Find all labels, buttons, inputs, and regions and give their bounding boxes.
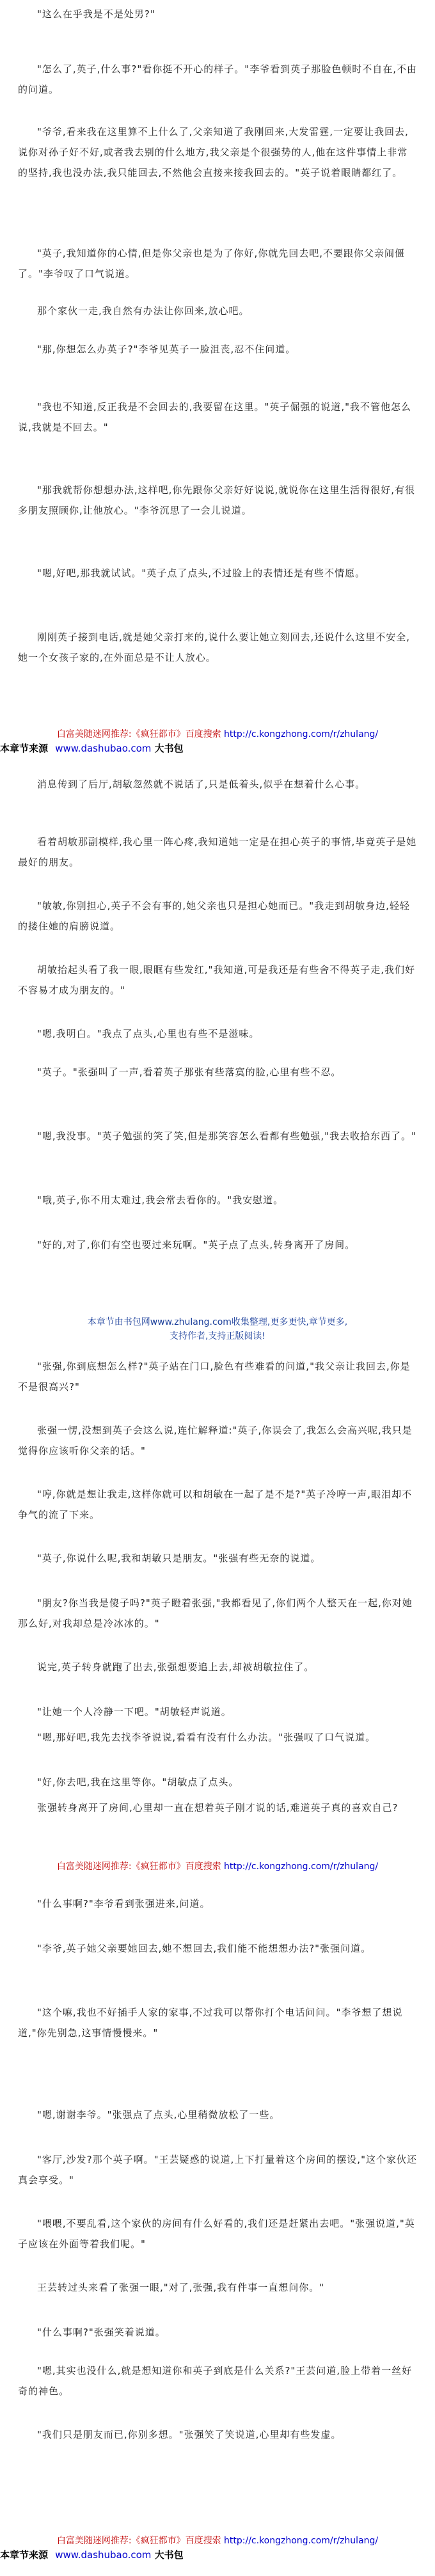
paragraph: "我们只是朋友而已,你别多想。"张强笑了笑说道,心里却有些发虚。 <box>37 2429 342 2440</box>
paragraph: "什么事啊?"张强笑着说道。 <box>37 2327 166 2338</box>
paragraph: "好,你去吧,我在这里等你。"胡敏点了点头。 <box>37 1776 239 1788</box>
source-label: 本章节来源 <box>0 2549 49 2561</box>
paragraph: "敏敏,你别担心,英子不会有事的,她父亲也只是担心她而已。"我走到胡敏身边,轻轻的搂住她的肩膀说道。 <box>18 900 410 932</box>
source-name: 大书包 <box>154 2549 184 2561</box>
paragraph: 王芸转过头来看了张强一眼,"对了,张强,我有件事一直想问你。" <box>37 2282 325 2293</box>
paragraph: "张强,你到底想怎么样?"英子站在门口,脸色有些难看的问道,"我父亲让我回去,你是不是很高兴?" <box>18 1361 411 1393</box>
paragraph: "客厅,沙发?那个英子啊。"王芸疑惑的说道,上下打量着这个房间的摆设,"这个家伙还真会享受。" <box>18 2154 417 2186</box>
promo-text: 白富美随迷网推荐:《疯狂都市》百度搜索 <box>56 2536 221 2546</box>
promo-text: 白富美随迷网推荐:《疯狂都市》百度搜索 <box>56 1861 221 1872</box>
paragraph: "好的,对了,你们有空也要过来玩啊。"英子点了点头,转身离开了房间。 <box>37 1239 356 1251</box>
promo-banner[interactable] <box>0 728 435 741</box>
notice-line: 支持作者,支持正版阅读! <box>169 1331 266 1341</box>
paragraph: "哼,你就是想让我走,这样你就可以和胡敏在一起了是不是?"英子冷哼一声,眼泪却不争气的流了下来。 <box>18 1489 413 1521</box>
promo-link[interactable]: http://c.kongzhong.com/r/zhulang/ <box>224 2536 379 2546</box>
promo-banner[interactable] <box>0 1860 435 1873</box>
paragraph: "嗯,我没事。"英子勉强的笑了笑,但是那笑容怎么看都有些勉强,"我去收拾东西了。" <box>37 1130 416 1142</box>
source-url[interactable]: www.dashubao.com <box>55 2549 152 2561</box>
paragraph: "嗯,好吧,那我就试试。"英子点了点头,不过脸上的表情还是有些不情愿。 <box>37 567 366 579</box>
paragraph: "这个嘛,我也不好插手人家的家事,不过我可以帮你打个电话问问。"李爷想了想说道,"你先别急,这事情慢慢来。" <box>18 2007 403 2039</box>
paragraph: "怎么了,英子,什么事?"看你挺不开心的样子。"李爷看到英子那脸色顿时不自在,不由的问道。 <box>18 63 417 95</box>
paragraph: "嗯,其实也没什么,就是想知道你和英子到底是什么关系?"王芸问道,脸上带着一丝好奇的神色。 <box>18 2365 413 2397</box>
source-line <box>0 2548 435 2561</box>
paragraph: "嗯,那好吧,我先去找李爷说说,看看有没有什么办法。"张强叹了口气说道。 <box>37 1732 376 1743</box>
paragraph: 张强一愣,没想到英子会这么说,连忙解释道:"英子,你误会了,我怎么会高兴呢,我只是觉得你应该听你父亲的话。" <box>18 1425 413 1457</box>
paragraph: 消息传到了后厅,胡敏忽然就不说话了,只是低着头,似乎在想着什么心事。 <box>37 778 366 790</box>
paragraph: "李爷,英子她父亲要她回去,她不想回去,我们能不能想想办法?"张强问道。 <box>37 1943 372 1954</box>
promo-link[interactable]: http://c.kongzhong.com/r/zhulang/ <box>224 1861 379 1872</box>
paragraph: "英子,我知道你的心情,但是你父亲也是为了你好,你就先回去吧,不要跟你父亲闹僵了。"李爷叹了口气说道。 <box>18 248 405 280</box>
paragraph: "什么事啊?"李爷看到张强进来,问道。 <box>37 1898 210 1909</box>
paragraph: 张强转身离开了房间,心里却一直在想着英子刚才说的话,难道英子真的喜欢自己? <box>37 1802 399 1813</box>
paragraph: 看着胡敏那副模样,我心里一阵心疼,我知道她一定是在担心英子的事情,毕竟英子是她最好的朋友。 <box>18 836 417 868</box>
notice-line: 本章节由书包网www.zhulang.com收集整理,更多更快,章节更多, <box>87 1317 348 1327</box>
paragraph: 胡敏抬起头看了我一眼,眼眶有些发红,"我知道,可是我还是有些舍不得英子走,我们好不容易才成为朋友的。" <box>18 964 415 996</box>
paragraph: "哦,英子,你不用太难过,我会常去看你的。"我安慰道。 <box>37 1194 284 1206</box>
source-line <box>0 742 435 755</box>
promo-link[interactable]: http://c.kongzhong.com/r/zhulang/ <box>224 729 379 739</box>
paragraph: "这么在乎我是不是处男?" <box>37 8 155 20</box>
paragraph: "英子,你说什么呢,我和胡敏只是朋友。"张强有些无奈的说道。 <box>37 1553 321 1564</box>
source-url[interactable]: www.dashubao.com <box>55 743 152 754</box>
promo-text: 白富美随迷网推荐:《疯狂都市》百度搜索 <box>56 729 221 739</box>
paragraph: 刚刚英子接到电话,就是她父亲打来的,说什么要让她立刻回去,还说什么这里不安全,她一个女孩子家的,在外面总是不让人放心。 <box>18 631 411 663</box>
paragraph: 说完,英子转身就跑了出去,张强想要追上去,却被胡敏拉住了。 <box>37 1661 315 1673</box>
paragraph: 那个家伙一走,我自然有办法让你回来,放心吧。 <box>37 305 249 317</box>
paragraph: "英子。"张强叫了一声,看着英子那张有些落寞的脸,心里有些不忍。 <box>37 1066 342 1078</box>
paragraph: "那,你想怎么办英子?"李爷见英子一脸沮丧,忍不住问道。 <box>37 344 296 355</box>
promo-banner[interactable] <box>0 2534 435 2547</box>
paragraph: "朋友?你当我是傻子吗?"英子瞪着张强,"我都看见了,你们两个人整天在一起,你对她那么好,对我却总是冷冰冰的。" <box>18 1597 413 1629</box>
paragraph: "嗯,我明白。"我点了点头,心里也有些不是滋味。 <box>37 1028 260 1039</box>
site-notice <box>0 1315 435 1343</box>
paragraph: "那我就帮你想想办法,这样吧,你先跟你父亲好好说说,就说你在这里生活得很好,有很多朋友照顾你,让他放心。"李爷沉思了一会儿说道。 <box>18 484 415 516</box>
source-label: 本章节来源 <box>0 743 49 754</box>
source-name: 大书包 <box>154 743 184 754</box>
paragraph: "嗯,谢谢李爷。"张强点了点头,心里稍微放松了一些。 <box>37 2109 280 2121</box>
paragraph: "爷爷,看来我在这里算不上什么了,父亲知道了我刚回来,大发雷霆,一定要让我回去,说你对孙子好不好,或者我去别的什么地方,我父亲是个很强势的人,他在这件事情上非常的坚持,我也没办法,我只能回去,不然他会直接来接我回去的。"英子说着眼睛都红了。 <box>18 126 409 178</box>
paragraph: "我也不知道,反正我是不会回去的,我要留在这里。"英子倔强的说道,"我不管他怎么说,我就是不回去。" <box>18 401 412 433</box>
paragraph: "让她一个人冷静一下吧。"胡敏轻声说道。 <box>37 1706 232 1718</box>
paragraph: "喂喂,不要乱看,这个家伙的房间有什么好看的,我们还是赶紧出去吧。"张强说道,"英子应该在外面等着我们呢。" <box>18 2218 415 2250</box>
